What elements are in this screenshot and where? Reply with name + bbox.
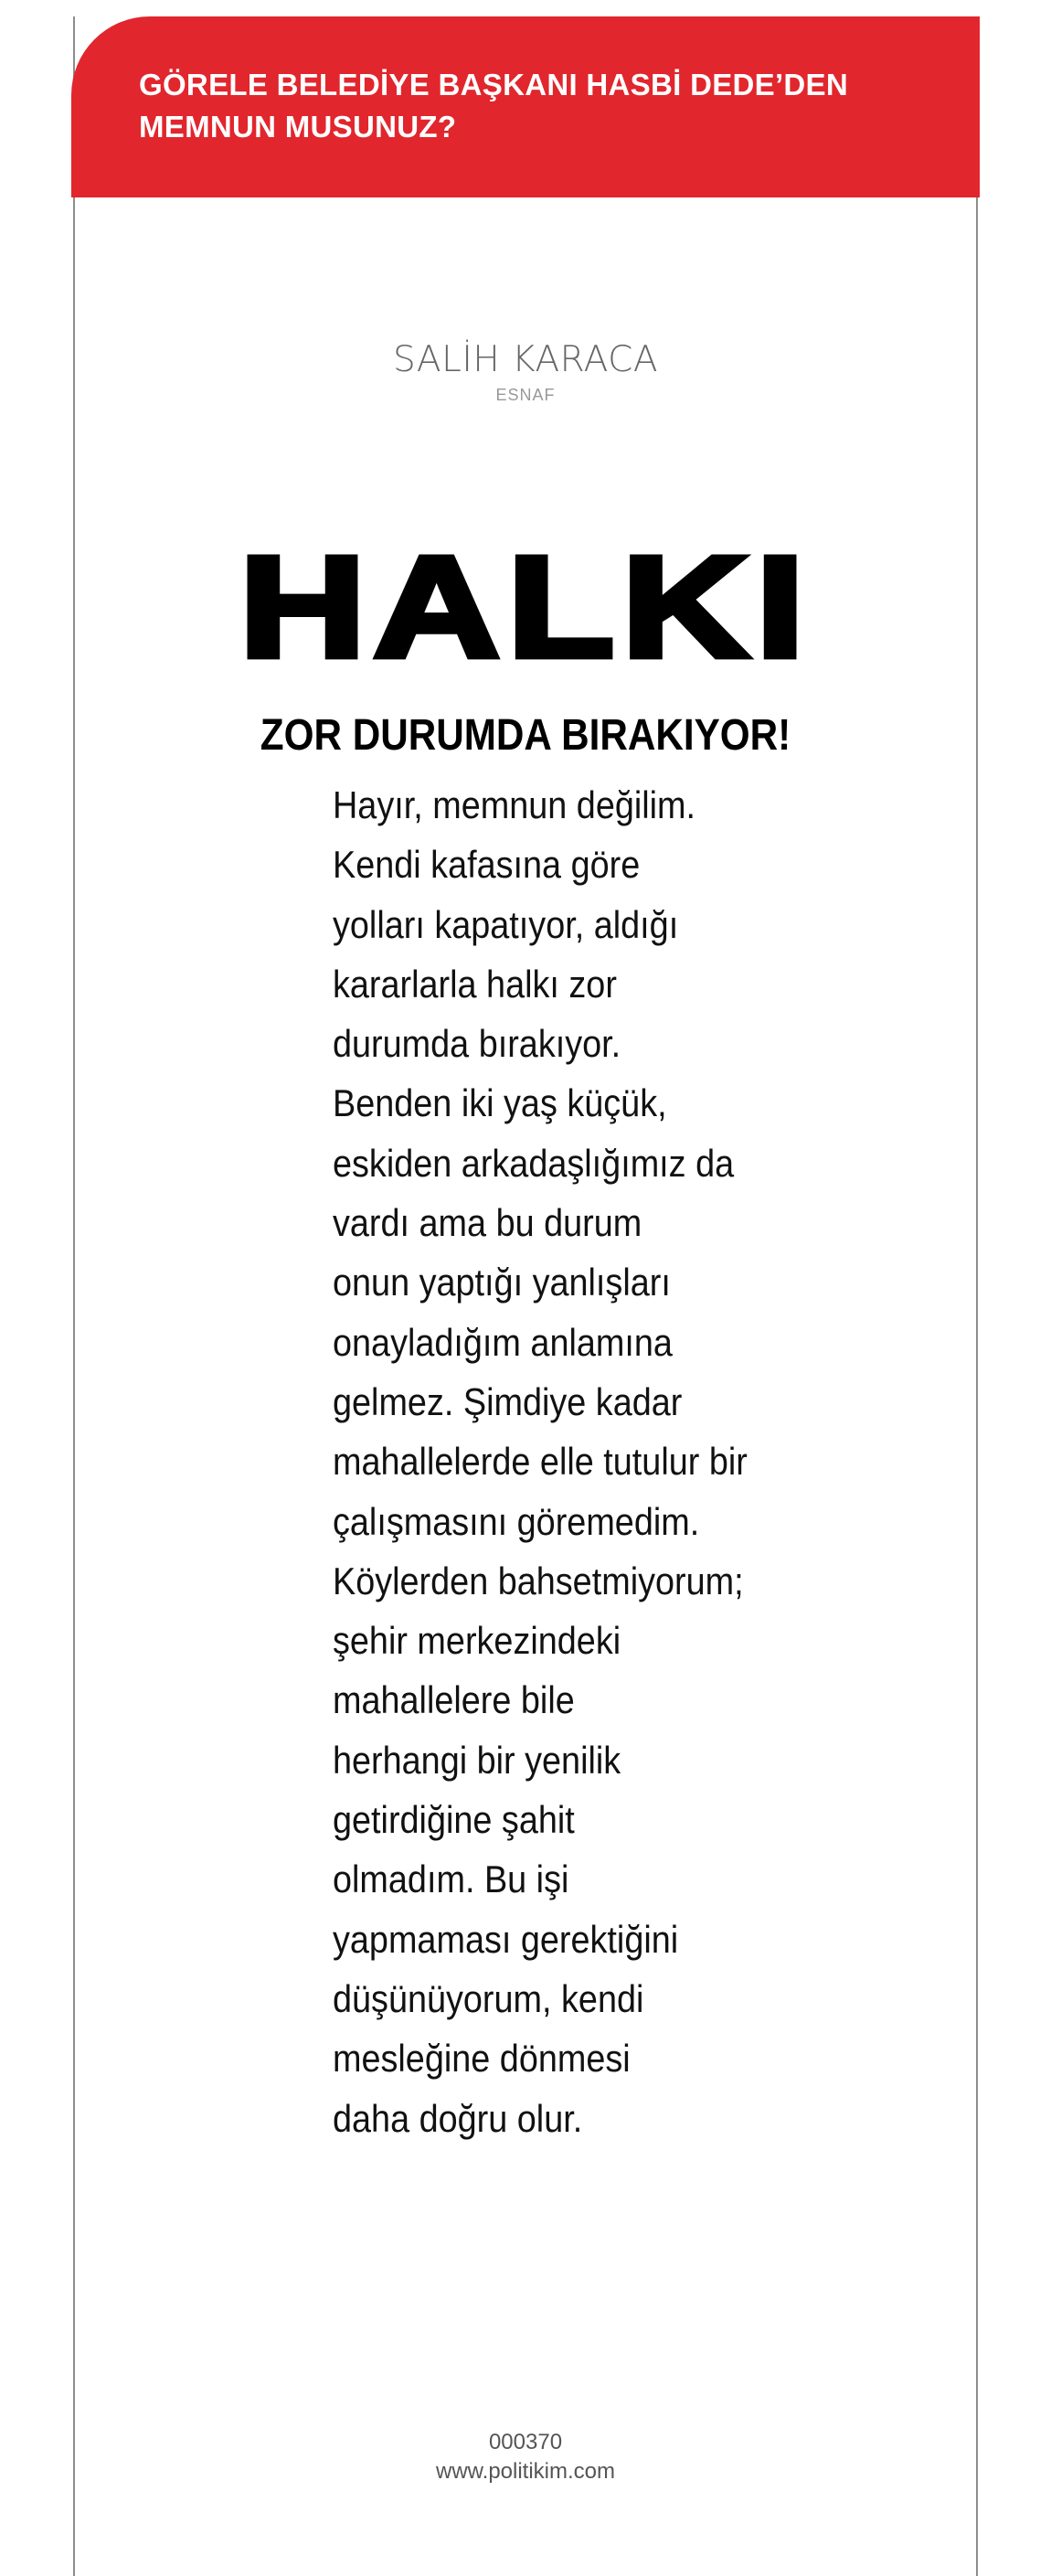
body-line: Hayır, memnun değilim.: [333, 783, 696, 826]
body-line: vardı ama bu durum: [333, 1201, 642, 1245]
footer: [73, 2429, 978, 2487]
body-line: mahallelere bile: [333, 1678, 575, 1722]
body-line: mahallelerde elle tutulur bir: [333, 1440, 748, 1484]
person-info: [73, 338, 978, 406]
header-title: GÖRELE BELEDİYE BAŞKANI HASBİ DEDE’DEN MEMNUN MUSUNUZ?: [139, 68, 848, 144]
body-line: Kendi kafasına göre: [333, 843, 641, 887]
body-line: daha doğru olur.: [333, 2096, 583, 2140]
body-line: Köylerden bahsetmiyorum;: [333, 1559, 744, 1602]
body-line: onun yaptığı yanlışları: [333, 1261, 671, 1304]
body-line: kararlarla halkı zor: [333, 962, 617, 1006]
footer-code: 000370: [488, 2430, 563, 2454]
body-line: getirdiğine şahit: [333, 1798, 575, 1842]
body-line: durumda bırakıyor.: [333, 1022, 621, 1066]
body-line: mesleğine dönmesi: [333, 2037, 631, 2081]
body-line: onayladığım anlamına: [333, 1320, 673, 1364]
person-role: ESNAF: [495, 386, 556, 404]
footer-url[interactable]: www.politikim.com: [435, 2459, 616, 2484]
body-line: herhangi bir yenilik: [333, 1738, 621, 1782]
body-line: eskiden arkadaşlığımız da: [333, 1141, 735, 1185]
body-line: yolları kapatıyor, aldığı: [333, 902, 679, 946]
body-line: Benden iki yaş küçük,: [333, 1081, 667, 1125]
header-banner: [71, 16, 980, 197]
body-line: yapmaması gerektiğini: [333, 1917, 679, 1961]
body-line: gelmez. Şimdiye kadar: [333, 1379, 683, 1423]
person-name: SALİH KARACA: [392, 339, 659, 380]
body-text: [333, 775, 808, 2148]
body-line: düşünüyorum, kendi: [333, 1976, 644, 2020]
body-line: şehir merkezindeki: [333, 1619, 621, 1663]
body-line: çalışmasını göremedim.: [333, 1499, 700, 1543]
headline-main: HALKI: [239, 526, 812, 687]
headline-sub: ZOR DURUMDA BIRAKIYOR!: [260, 711, 791, 760]
body-line: olmadım. Bu işi: [333, 1857, 569, 1901]
